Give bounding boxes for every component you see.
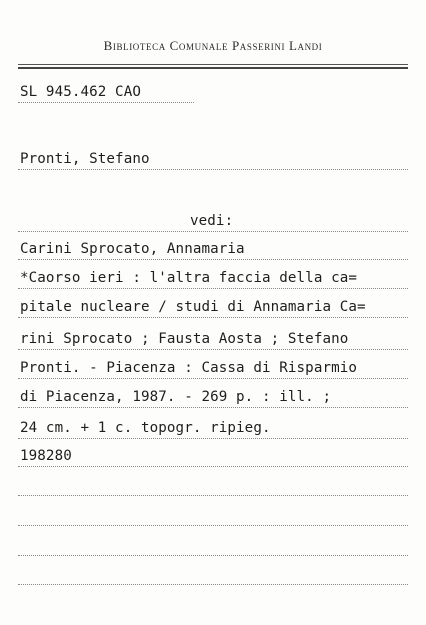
see-label: vedi: xyxy=(190,213,234,229)
ruled-line xyxy=(18,231,408,232)
shelfmark-underline xyxy=(18,102,194,103)
ruled-line xyxy=(18,555,408,556)
shelfmark: SL 945.462 CAO xyxy=(20,84,141,100)
ruled-line xyxy=(18,317,408,318)
header-rule-thick xyxy=(18,67,408,69)
entry-line-7: 24 cm. + 1 c. topogr. ripieg. xyxy=(20,420,271,436)
ruled-line xyxy=(18,407,408,408)
heading-underline xyxy=(18,169,408,170)
entry-line-1: Carini Sprocato, Annamaria xyxy=(20,241,245,257)
ruled-line xyxy=(18,288,408,289)
ruled-line xyxy=(18,259,408,260)
library-header: Biblioteca Comunale Passerini Landi xyxy=(103,38,323,53)
entry-line-5: Pronti. - Piacenza : Cassa di Risparmio xyxy=(20,360,358,376)
ruled-line xyxy=(18,495,408,496)
ruled-line xyxy=(18,525,408,526)
ruled-line xyxy=(18,584,408,585)
entry-line-4: rini Sprocato ; Fausta Aosta ; Stefano xyxy=(20,331,349,347)
inventory-number: 198280 xyxy=(20,448,72,464)
entry-line-3: pitale nucleare / studi di Annamaria Ca= xyxy=(20,299,366,315)
entry-line-2: *Caorso ieri : l'altra faccia della ca= xyxy=(20,270,358,286)
heading-name: Pronti, Stefano xyxy=(20,151,150,167)
ruled-line xyxy=(18,378,408,379)
header-rule-thin xyxy=(18,64,408,65)
ruled-line xyxy=(18,438,408,439)
entry-line-6: di Piacenza, 1987. - 269 p. : ill. ; xyxy=(20,389,332,405)
ruled-line xyxy=(18,466,408,467)
ruled-line xyxy=(18,349,408,350)
